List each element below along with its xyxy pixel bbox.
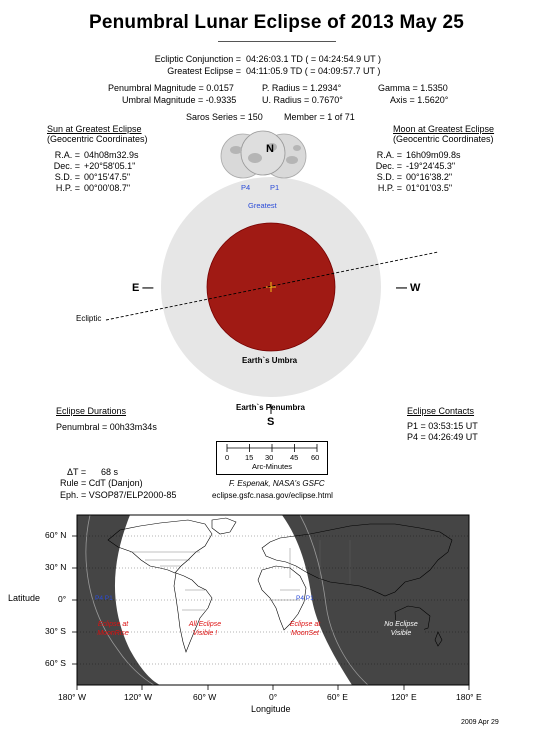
sun-dec-label: Dec. =: [53, 161, 80, 171]
umbral-magnitude: Umbral Magnitude = -0.9335: [122, 95, 237, 105]
moon-hp-label: H.P. =: [377, 183, 402, 193]
sun-sd-label: S.D. =: [54, 172, 80, 182]
greatest-label: Greatest: [248, 201, 277, 210]
durations-heading: Eclipse Durations: [56, 406, 127, 416]
u-radius: U. Radius = 0.7670°: [262, 95, 343, 105]
delta-t-label: ΔT =: [67, 467, 87, 477]
saros-member: Member = 1 of 71: [284, 112, 355, 122]
page-title: Penumbral Lunar Eclipse of 2013 May 25: [88, 12, 465, 33]
moon-ra-value: 16h09m09.8s: [406, 150, 461, 160]
saros-series: Saros Series = 150: [186, 112, 263, 122]
footer-date: 2009 Apr 29: [461, 719, 499, 726]
scale-tick-15: 15: [245, 453, 254, 462]
lat-tick-60s: 60° S: [45, 658, 66, 668]
penumbral-duration: Penumbral = 00h33m34s: [56, 422, 157, 432]
scale-tick-0: 0: [225, 453, 230, 462]
scale-tick-45: 45: [290, 453, 299, 462]
contact-p1: P1 = 03:53:15 UT: [407, 421, 478, 431]
sun-heading: Sun at Greatest Eclipse: [47, 124, 142, 134]
umbra-label: Earth`s Umbra: [242, 356, 298, 365]
moon-ra-label: R.A. =: [376, 150, 402, 160]
north-label: N: [266, 143, 274, 155]
lat-tick-0: 0°: [58, 594, 67, 604]
moon-dec-value: -19°24'45.3": [406, 161, 456, 171]
ecliptic-label: Ecliptic: [76, 314, 102, 323]
map-contacts-east: P4 P1: [296, 595, 314, 602]
conjunction-value: 04:26:03.1 TD ( = 04:24:54.9 UT ): [246, 54, 381, 64]
annotation-all-visible: All Eclipse Visible !: [188, 621, 222, 637]
south-label: S: [267, 416, 275, 428]
moon-hp-value: 01°01'03.5": [406, 183, 453, 193]
lat-tick-60n: 60° N: [45, 530, 67, 540]
sun-sd-value: 00°15'47.5": [84, 172, 131, 182]
credit-author: F. Espenak, NASA's GSFC: [229, 479, 325, 488]
lon-tick-180e: 180° E: [456, 692, 482, 702]
contact-p4: P4 = 04:26:49 UT: [407, 432, 478, 442]
moon-heading: Moon at Greatest Eclipse: [393, 124, 495, 134]
delta-t-value: 68 s: [101, 467, 119, 477]
scale-tick-60: 60: [311, 453, 320, 462]
east-label: E —: [132, 282, 154, 294]
lon-tick-60w: 60° W: [193, 692, 217, 702]
sun-hp-value: 00°00'08.7": [84, 183, 131, 193]
scale-unit-label: Arc-Minutes: [252, 462, 293, 471]
rule: Rule = CdT (Danjon): [60, 478, 143, 488]
p-radius: P. Radius = 1.2934°: [262, 83, 342, 93]
greatest-label: Greatest Eclipse =: [167, 66, 241, 76]
gamma: Gamma = 1.5350: [378, 83, 448, 93]
lon-tick-120w: 120° W: [124, 692, 152, 702]
credit-url[interactable]: eclipse.gsfc.nasa.gov/eclipse.html: [212, 491, 333, 500]
sun-ra-value: 04h08m32.9s: [84, 150, 139, 160]
ephemeris: Eph. = VSOP87/ELP2000-85: [60, 490, 177, 500]
lat-tick-30n: 30° N: [45, 562, 67, 572]
moon-subheading: (Geocentric Coordinates): [393, 134, 494, 144]
moon-sd-label: S.D. =: [376, 172, 402, 182]
conjunction-label: Ecliptic Conjunction =: [154, 54, 241, 64]
annotation-moonrise: Eclipse at MoonRise: [97, 621, 129, 637]
annotation-moonset: Eclipse at MoonSet: [289, 621, 321, 637]
penumbra-label: Earth`s Penumbra: [236, 403, 305, 412]
lat-tick-30s: 30° S: [45, 626, 66, 636]
lon-tick-60e: 60° E: [327, 692, 348, 702]
sun-ra-label: R.A. =: [54, 150, 80, 160]
map-x-label: Longitude: [251, 704, 291, 714]
scale-tick-30: 30: [265, 453, 274, 462]
axis: Axis = 1.5620°: [390, 95, 449, 105]
sun-hp-label: H.P. =: [55, 183, 80, 193]
lon-tick-0: 0°: [269, 692, 278, 702]
p1-label: P1: [270, 183, 280, 192]
greatest-value: 04:11:05.9 TD ( = 04:09:57.7 UT ): [246, 66, 381, 76]
penumbral-magnitude: Penumbral Magnitude = 0.0157: [108, 83, 234, 93]
moon-sd-value: 00°16'38.2": [406, 172, 453, 182]
lon-tick-180w: 180° W: [58, 692, 86, 702]
p4-label: P4: [241, 183, 251, 192]
lon-tick-120e: 120° E: [391, 692, 417, 702]
sun-dec-value: +20°58'05.1": [84, 161, 136, 171]
map-contacts-west: P4 P1: [95, 595, 113, 602]
map-y-label: Latitude: [8, 593, 41, 603]
sun-subheading: (Geocentric Coordinates): [47, 134, 148, 144]
west-label: — W: [396, 282, 421, 294]
moon-dec-label: Dec. =: [375, 161, 402, 171]
contacts-heading: Eclipse Contacts: [407, 406, 475, 416]
annotation-no-eclipse: No Eclipse Visible: [378, 620, 424, 638]
